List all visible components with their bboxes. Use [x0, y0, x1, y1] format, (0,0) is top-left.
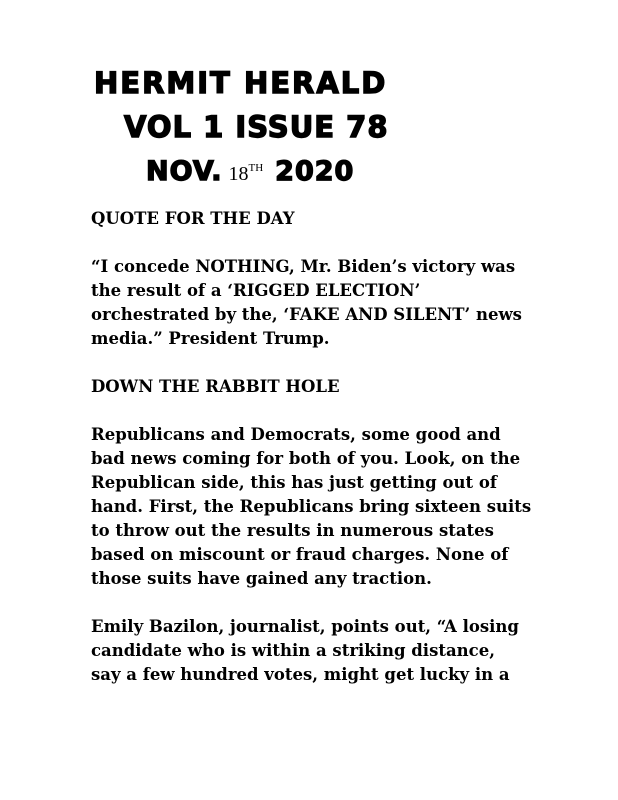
quote-line: the result of a ‘RIGGED ELECTION’ [91, 281, 421, 300]
paragraph-line: based on miscount or fraud charges. None of [91, 545, 509, 564]
volume-issue: VOL 1 ISSUE 78 [124, 110, 389, 144]
date-day: 18 [228, 163, 249, 185]
paragraph-line: candidate who is within a striking distance, [91, 641, 495, 660]
paragraph-line: Republican side, this has just getting out of [91, 473, 497, 492]
quote-line: media.” President Trump. [91, 329, 330, 348]
quote-heading: QUOTE FOR THE DAY [91, 209, 295, 228]
date-month: NOV. [146, 156, 223, 187]
date-year: 2020 [275, 156, 355, 187]
paragraph-line: those suits have gained any traction. [91, 569, 432, 588]
quote-line: orchestrated by the, ‘FAKE AND SILENT’ news [91, 305, 522, 324]
quote-line: “I concede NOTHING, Mr. Biden’s victory was [91, 257, 516, 276]
section-heading: DOWN THE RABBIT HOLE [91, 377, 340, 396]
paragraph-1 [91, 423, 541, 591]
date-day-suffix: TH [248, 162, 264, 174]
paragraph-line: Republicans and Democrats, some good and [91, 425, 501, 444]
article-body [91, 207, 541, 711]
paragraph-line: Emily Bazilon, journalist, points out, “A losing [91, 617, 519, 636]
paragraph-line: say a few hundred votes, might get lucky in a [91, 665, 510, 684]
quote-text [91, 255, 541, 351]
paragraph-2 [91, 615, 541, 687]
issue-date [146, 156, 618, 187]
newsletter-title: HERMIT HERALD [94, 66, 388, 100]
paragraph-line: hand. First, the Republicans bring sixteen suits [91, 497, 532, 516]
paragraph-line: to throw out the results in numerous states [91, 521, 494, 540]
paragraph-line: bad news coming for both of you. Look, on the [91, 449, 521, 468]
